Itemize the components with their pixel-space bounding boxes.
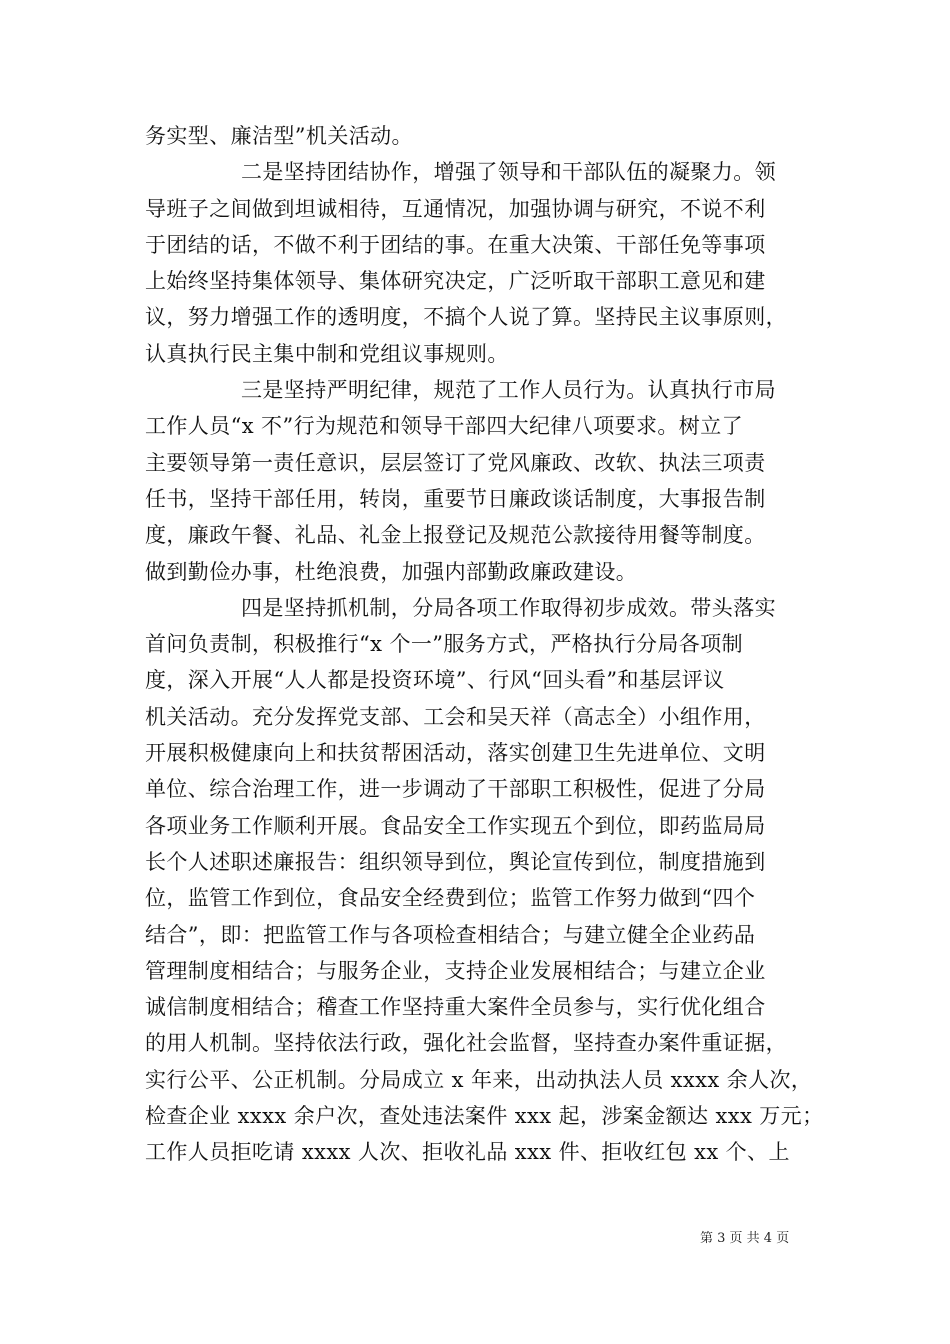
text-line: 机关活动。充分发挥党支部、工会和吴天祥（高志全）小组作用， bbox=[145, 704, 766, 729]
paragraph-start-line: 四是坚持抓机制，分局各项工作取得初步成效。带头落实 bbox=[241, 595, 776, 620]
text-line: 管理制度相结合；与服务企业，支持企业发展相结合；与建立企业 bbox=[145, 958, 766, 983]
text-line: 各项业务工作顺利开展。食品安全工作实现五个到位，即药监局局 bbox=[145, 813, 766, 838]
text-line: 实行公平、公正机制。分局成立 x 年来，出动执法人员 xxxx 余人次， bbox=[145, 1067, 813, 1092]
paragraph-start-line: 二是坚持团结协作，增强了领导和干部队伍的凝聚力。领 bbox=[241, 160, 776, 185]
text-line: 度，深入开展“人人都是投资环境”、行风“回头看”和基层评议 bbox=[145, 668, 725, 693]
text-line: 结合”，即：把监管工作与各项检查相结合；与建立健全企业药品 bbox=[145, 922, 756, 947]
text-line: 认真执行民主集中制和党组议事规则。 bbox=[145, 341, 509, 366]
text-line: 议，努力增强工作的透明度，不搞个人说了算。坚持民主议事原则， bbox=[145, 305, 787, 330]
text-line: 上始终坚持集体领导、集体研究决定，广泛听取干部职工意见和建 bbox=[145, 269, 766, 294]
paragraph-start-line: 三是坚持严明纪律，规范了工作人员行为。认真执行市局 bbox=[241, 378, 776, 403]
text-line: 做到勤俭办事，杜绝浪费，加强内部勤政廉政建设。 bbox=[145, 559, 638, 584]
text-line: 务实型、廉洁型”机关活动。 bbox=[145, 124, 413, 148]
text-line: 单位、综合治理工作，进一步调动了干部职工积极性，促进了分局 bbox=[145, 777, 766, 802]
text-line: 诚信制度相结合；稽查工作坚持重大案件全员参与，实行优化组合 bbox=[145, 995, 766, 1020]
text-line: 工作人员“x 不”行为规范和领导干部四大纪律八项要求。树立了 bbox=[145, 414, 743, 439]
text-line: 长个人述职述廉报告：组织领导到位，舆论宣传到位，制度措施到 bbox=[145, 849, 766, 874]
text-line: 任书，坚持干部任用，转岗，重要节日廉政谈话制度，大事报告制 bbox=[145, 486, 766, 511]
text-line: 工作人员拒吃请 xxxx 人次、拒收礼品 xxx 件、拒收红包 xx 个、上 bbox=[145, 1140, 790, 1165]
body-text bbox=[145, 118, 824, 1171]
text-line: 导班子之间做到坦诚相待，互通情况，加强协调与研究，不说不利 bbox=[145, 196, 766, 221]
text-line: 的用人机制。坚持依法行政，强化社会监督，坚持查办案件重证据， bbox=[145, 1031, 787, 1056]
text-line: 首问负责制，积极推行“x 个一”服务方式，严格执行分局各项制 bbox=[145, 632, 743, 657]
text-line: 位，监管工作到位，食品安全经费到位；监管工作努力做到“四个 bbox=[145, 886, 756, 911]
page-number-footer: 第 3 页 共 4 页 bbox=[700, 1231, 790, 1246]
text-line: 于团结的话，不做不利于团结的事。在重大决策、干部任免等事项 bbox=[145, 232, 766, 257]
text-line: 检查企业 xxxx 余户次，查处违法案件 xxx 起，涉案金额达 xxx 万元； bbox=[145, 1104, 824, 1129]
text-line: 开展积极健康向上和扶贫帮困活动，落实创建卫生先进单位、文明 bbox=[145, 741, 766, 766]
text-line: 度，廉政午餐、礼品、礼金上报登记及规范公款接待用餐等制度。 bbox=[145, 523, 766, 548]
text-line: 主要领导第一责任意识，层层签订了党风廉政、改软、执法三项责 bbox=[145, 450, 766, 475]
